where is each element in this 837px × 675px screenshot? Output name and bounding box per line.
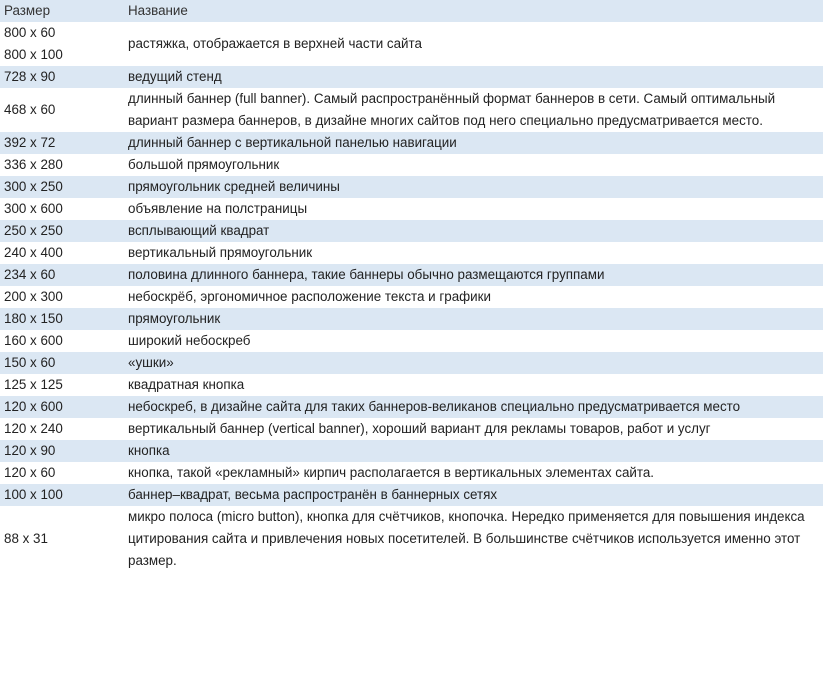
size-value: 728 x 90 (4, 69, 56, 84)
name-cell: прямоугольник средней величины (122, 176, 823, 198)
table-row (0, 242, 823, 264)
size-value: 150 x 60 (4, 355, 56, 370)
table-row (0, 176, 823, 198)
size-cell (0, 308, 122, 330)
size-cell (0, 22, 122, 66)
name-cell: вертикальный прямоугольник (122, 242, 823, 264)
table-row (0, 484, 823, 506)
size-cell (0, 506, 122, 572)
table-row (0, 198, 823, 220)
size-cell (0, 264, 122, 286)
size-cell (0, 352, 122, 374)
size-value: 234 x 60 (4, 267, 56, 282)
table-row (0, 88, 823, 132)
size-value: 160 x 600 (4, 333, 63, 348)
size-cell (0, 132, 122, 154)
size-value: 120 x 240 (4, 421, 63, 436)
size-cell (0, 484, 122, 506)
table-row (0, 22, 823, 66)
name-cell: небоскреб, в дизайне сайта для таких баннеров-великанов специально предусматривается место (122, 396, 823, 418)
size-value: 120 x 90 (4, 443, 56, 458)
name-cell: кнопка, такой «рекламный» кирпич располагается в вертикальных элементах сайта. (122, 462, 823, 484)
size-value: 300 x 250 (4, 179, 63, 194)
size-value: 120 x 600 (4, 399, 63, 414)
size-cell (0, 220, 122, 242)
name-cell: половина длинного баннера, такие баннеры обычно размещаются группами (122, 264, 823, 286)
size-value: 468 x 60 (4, 102, 56, 117)
header-name: Название (122, 0, 823, 22)
table-header-row (0, 0, 823, 22)
table-row (0, 440, 823, 462)
size-cell (0, 440, 122, 462)
name-cell: объявление на полстраницы (122, 198, 823, 220)
size-cell (0, 330, 122, 352)
name-cell: микро полоса (micro button), кнопка для счётчиков, кнопочка. Нередко применяется для повышения индекса цитирования сайта и привлечения новых посетителей. В большинстве счётчиков используется именно этот размер. (122, 506, 823, 572)
size-value: 240 x 400 (4, 245, 63, 260)
table-row (0, 418, 823, 440)
table-body (0, 22, 823, 572)
table-row (0, 396, 823, 418)
size-cell (0, 286, 122, 308)
size-value: 336 x 280 (4, 157, 63, 172)
table-row (0, 154, 823, 176)
name-cell: квадратная кнопка (122, 374, 823, 396)
name-cell: баннер–квадрат, весьма распространён в баннерных сетях (122, 484, 823, 506)
size-value: 392 x 72 (4, 135, 56, 150)
table-row (0, 132, 823, 154)
name-cell: небоскрёб, эргономичное расположение текста и графики (122, 286, 823, 308)
name-cell: кнопка (122, 440, 823, 462)
header-size: Размер (0, 0, 122, 22)
table-row (0, 462, 823, 484)
size-cell (0, 154, 122, 176)
table-row (0, 286, 823, 308)
size-cell (0, 88, 122, 132)
table-row (0, 220, 823, 242)
size-value: 125 x 125 (4, 377, 63, 392)
name-cell: всплывающий квадрат (122, 220, 823, 242)
page-edge (823, 0, 837, 675)
size-value: 250 x 250 (4, 223, 63, 238)
table-row (0, 308, 823, 330)
size-value: 800 x 60 (4, 25, 56, 40)
name-cell: вертикальный баннер (vertical banner), хороший вариант для рекламы товаров, работ и услуг (122, 418, 823, 440)
size-value: 100 x 100 (4, 487, 63, 502)
size-value: 200 x 300 (4, 289, 63, 304)
size-value: 120 x 60 (4, 465, 56, 480)
name-cell: длинный баннер с вертикальной панелью навигации (122, 132, 823, 154)
size-value: 800 x 100 (4, 47, 63, 62)
size-value: 300 x 600 (4, 201, 63, 216)
size-cell (0, 66, 122, 88)
name-cell: «ушки» (122, 352, 823, 374)
table-row (0, 264, 823, 286)
size-cell (0, 462, 122, 484)
name-cell: большой прямоугольник (122, 154, 823, 176)
table-row (0, 330, 823, 352)
size-cell (0, 198, 122, 220)
name-cell: растяжка, отображается в верхней части сайта (122, 22, 823, 66)
table-row (0, 66, 823, 88)
name-cell: широкий небоскреб (122, 330, 823, 352)
table-row (0, 374, 823, 396)
size-cell (0, 418, 122, 440)
size-cell (0, 242, 122, 264)
table-row (0, 506, 823, 572)
size-cell (0, 176, 122, 198)
size-cell (0, 396, 122, 418)
size-value: 88 x 31 (4, 531, 48, 546)
name-cell: ведущий стенд (122, 66, 823, 88)
size-cell (0, 374, 122, 396)
name-cell: длинный баннер (full banner). Самый распространённый формат баннеров в сети. Самый оптимальный вариант размера баннеров, в дизайне многих сайтов под него специально предусматривается место. (122, 88, 823, 132)
name-cell: прямоугольник (122, 308, 823, 330)
table-row (0, 352, 823, 374)
size-value: 180 x 150 (4, 311, 63, 326)
